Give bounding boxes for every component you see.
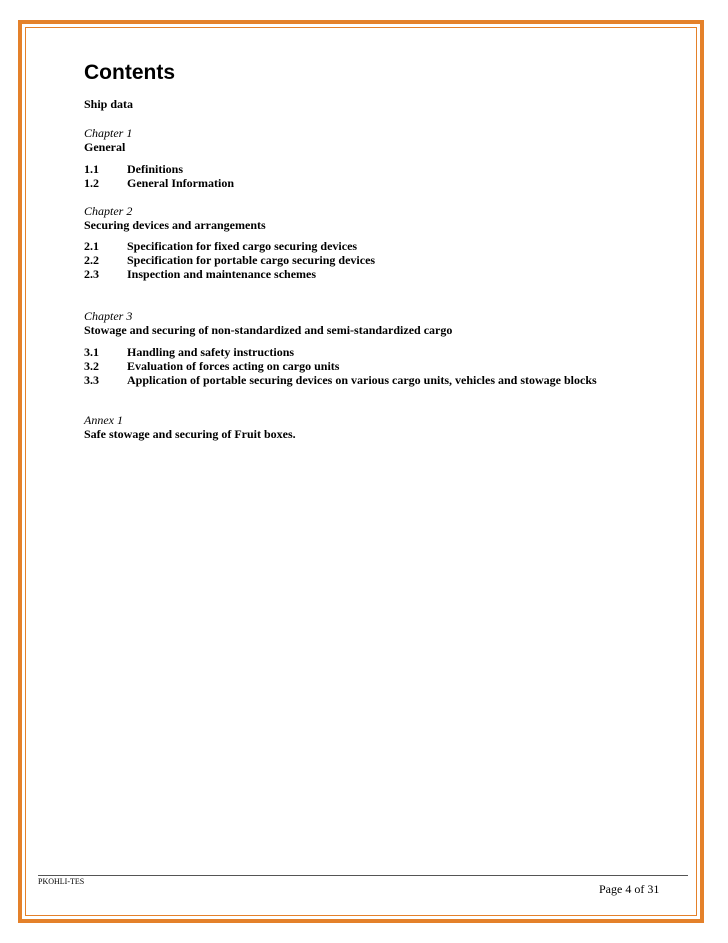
footer-divider — [38, 875, 688, 876]
toc-item-title: General Information — [127, 176, 234, 190]
chapter-3-label: Chapter 3 — [84, 309, 133, 323]
toc-item-number: 3.1 — [84, 345, 99, 359]
toc-item-title: Inspection and maintenance schemes — [127, 267, 317, 281]
annex-1-label: Annex 1 — [84, 413, 123, 427]
toc-item-number: 3.2 — [84, 359, 99, 373]
ship-data-entry: Ship data — [84, 97, 134, 111]
toc-item-title: Evaluation of forces acting on cargo units — [127, 359, 340, 373]
toc-item-title: Application of portable securing devices on various cargo units, vehicles and stowage blocks — [127, 373, 597, 387]
toc-item-number: 2.3 — [84, 267, 99, 281]
toc-item-number: 1.1 — [84, 162, 99, 176]
chapter-2-title: Securing devices and arrangements — [84, 218, 266, 232]
toc-item-title: Handling and safety instructions — [127, 345, 295, 359]
chapter-1-label: Chapter 1 — [84, 126, 133, 140]
toc-item-number: 1.2 — [84, 176, 99, 190]
toc-item-number: 2.1 — [84, 239, 99, 253]
page-number: Page 4 of 31 — [599, 882, 660, 896]
chapter-1-title: General — [84, 140, 126, 154]
chapter-3-title: Stowage and securing of non-standardized and semi-standardized cargo — [84, 323, 453, 337]
toc-item-title: Definitions — [127, 162, 184, 176]
toc-item-number: 3.3 — [84, 373, 99, 387]
toc-item-number: 2.2 — [84, 253, 99, 267]
contents-heading: Contents — [84, 61, 175, 84]
chapter-2-label: Chapter 2 — [84, 204, 133, 218]
toc-item-title: Specification for fixed cargo securing devices — [127, 239, 358, 253]
footer-document-code: PKOHLI-TES — [38, 877, 85, 886]
annex-1-title: Safe stowage and securing of Fruit boxes. — [84, 427, 296, 441]
page-border-inner — [25, 27, 697, 916]
toc-item-title: Specification for portable cargo securing devices — [127, 253, 376, 267]
